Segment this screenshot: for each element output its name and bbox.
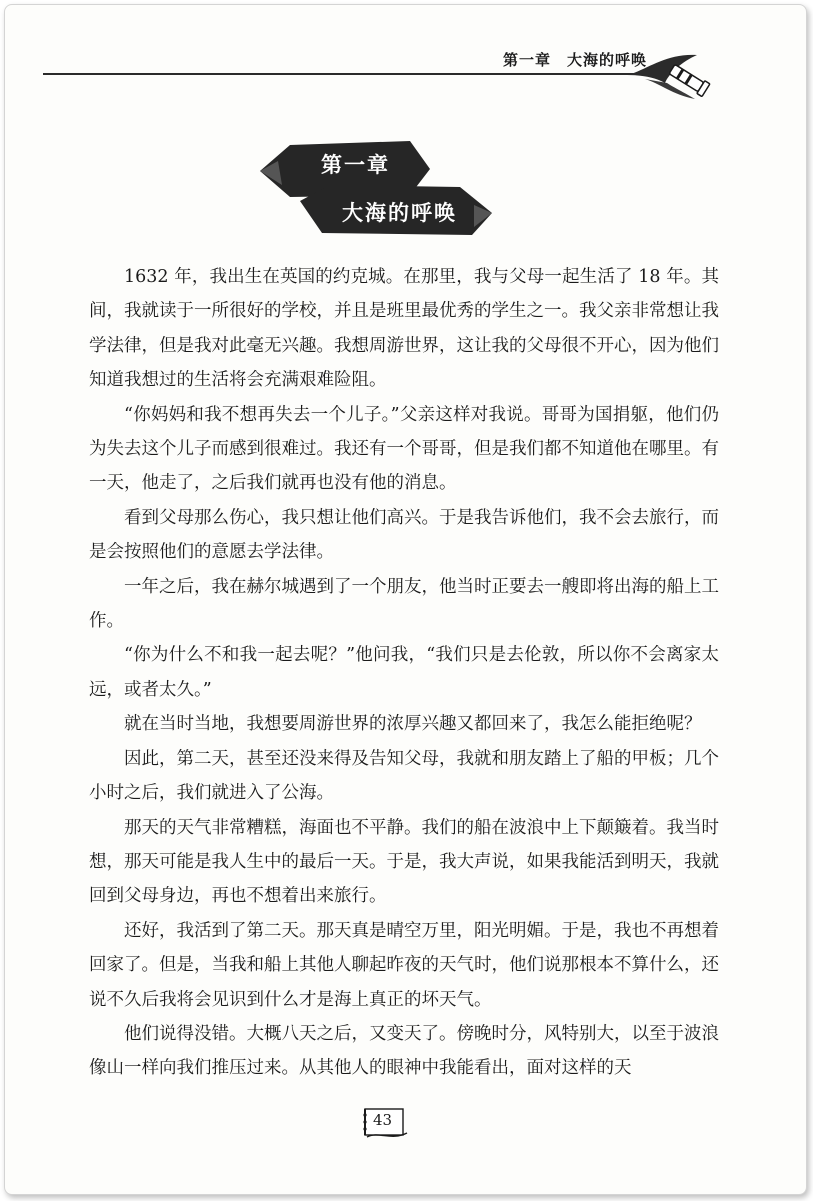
paragraph: 还好，我活到了第二天。那天真是晴空万里，阳光明媚。于是，我也不再想着回家了。但是，当我和船上其他人聊起昨夜的天气时，他们说那根本不算什么，还说不久后我将会见识到什么才是海上真正的坏天气。 (89, 920, 719, 1010)
paragraph: 那天的天气非常糟糕，海面也不平静。我们的船在波浪中上下颠簸着。我当时想，那天可能是我人生中的最后一天。于是，我大声说，如果我能活到明天，我就回到父母身边，再也不想着出来旅行。 (89, 817, 719, 907)
paragraph: “你为什么不和我一起去呢？”他问我，“我们只是去伦敦，所以你不会离家太远，或者太久。” (89, 645, 719, 700)
paragraph: 因此，第二天，甚至还没来得及告知父母，我就和朋友踏上了船的甲板；几个小时之后，我们就进入了公海。 (89, 748, 719, 804)
header-rule (43, 73, 651, 75)
paragraph: 1632 年，我出生在英国的约克城。在那里，我与父母一起生活了 18 年。其间，我就读于一所很好的学校，并且是班里最优秀的学生之一。我父亲非常想让我学法律，但是我对此毫无兴趣。我想周游世界，这让我的父母很不开心，因为他们知道我想过的生活将会充满艰难险阻。 (89, 267, 719, 391)
paragraph: “你妈妈和我不想再失去一个儿子。”父亲这样对我说。哥哥为国捐躯，他们仍为失去这个儿子而感到很难过。我还有一个哥哥，但是我们都不知道他在哪里。有一天，他走了，之后我们就再也没有他的消息。 (89, 404, 719, 494)
telescope-icon (625, 43, 715, 103)
paragraph: 他们说得没错。大概八天之后，又变天了。傍晚时分，风特别大，以至于波浪像山一样向我们推压过来。从其他人的眼神中我能看出，面对这样的天 (89, 1023, 719, 1079)
page-number: 43 (373, 1111, 393, 1129)
running-header-title: 第一章 大海的呼唤 (503, 51, 648, 69)
chapter-body (89, 260, 719, 1086)
paragraph: 看到父母那么伤心，我只想让他们高兴。于是我告诉他们，我不会去旅行，而是会按照他们的意愿去学法律。 (89, 507, 719, 563)
page (4, 4, 807, 1195)
paragraph: 一年之后，我在赫尔城遇到了一个朋友，他当时正要去一艘即将出海的船上工作。 (89, 576, 719, 632)
chapter-number: 第一章 (321, 152, 390, 177)
paragraph: 就在当时当地，我想要周游世界的浓厚兴趣又都回来了，我怎么能拒绝呢？ (124, 714, 702, 735)
chapter-title: 大海的呼唤 (342, 200, 457, 225)
